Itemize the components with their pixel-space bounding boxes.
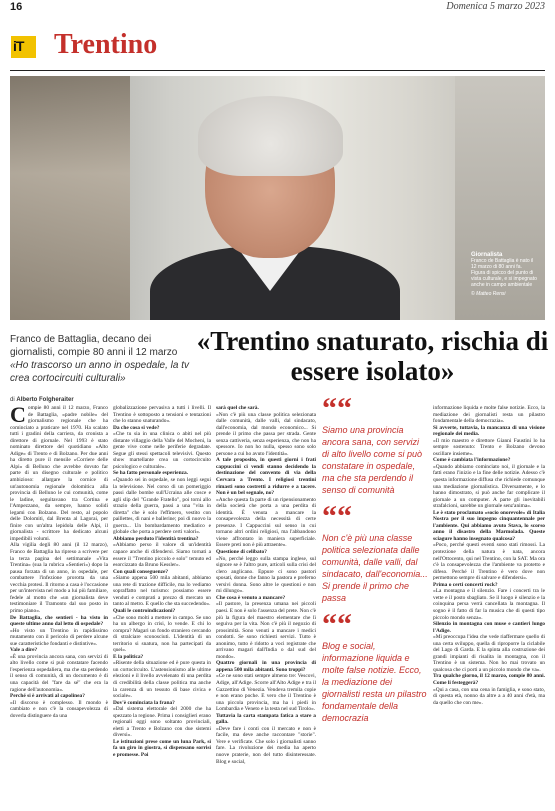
page-header [0, 0, 555, 14]
photo-bookshelf [10, 76, 130, 320]
paragraph-text: «Risente della situazione ed è pure questa in un cortocircuito. L'astensionismo alle ultime elezioni e il livello avvelenato di una perdita di credibilità della classe politica ma anche la carenza di un tessuto di base civica e sociale». [113, 660, 211, 700]
paragraph [216, 601, 316, 660]
drop-cap: C [10, 405, 26, 427]
paragraph-text: «Ce ne sono stati sempre almeno tre: Vescovi, Adige, all'Adige. Scorre all'Alto Adige e tra il Gazzettino di Venezia. Vendeva tremila copie e non erano poche. E vero che il Trentino è una piccola provincia, ma ha i piedi in Lombardia e Veneto e la testa nel sud Tirolo». [216, 673, 316, 713]
page-number: 16 [10, 1, 23, 13]
paragraph-text: ompie 80 anni il 12 marzo, Franco de Battaglia, «padre nobile» del giornalismo regionale che ha cominciato a praticare nel 1970. Ha scalato tutti i gradini della carriera, da cronista a direttore di giornale. Nel 1993 è stato nominato direttore del quotidiano «Alto Adige» di Trento e di Bolzano. Per due anni ha diretto pure il mensile «Corriere delle Alpi» di Belluno che avrebbe dovuto far parte di un disegno culturale e politico ambizioso: allargare la cornice di un'autonomia regionale dolomitica alla provincia di Belluno le cui comunità, come le ladine, seguitavano tra Cortina e l'Ampezzano, da sempre, hanno solidi legami con Bolzano. Del resto, al popolo delle Dolomiti, dal Brenta al Lagorai, per finire con un'altra lepidola delle Alpi, il giornalista - scrittore ha dedicato alcuni impedibili volumi. [10, 405, 108, 542]
paragraph [433, 510, 545, 543]
paragraph [433, 687, 545, 707]
interview-question: sarà quel che sarà. [216, 405, 259, 411]
interview-question: Questione di celibato? [216, 549, 267, 556]
interview-question: Le istituzioni prese come un luna Park, si fa un giro in giostra, si dispensano sorrisi e promesse. Poi [113, 738, 211, 758]
interview-question: Perché si è arrivati al capolinea? [10, 693, 85, 700]
interview-question: Se ha fatto personale esperienza. [113, 470, 189, 477]
paragraph [10, 405, 108, 542]
paragraph [10, 700, 108, 720]
interview-question: Le è stato proclamato «socio onorevole» di Italia Nostra per il suo impegno cinquantennale per l'ambiente. Qui abbiamo avuto Stava, lo scorso anno il disastro della Marmolada. Queste sciagure hanno insegnato qualcosa? [433, 509, 545, 542]
interview-question: De Battaglia, che sentieri - ha visto in queste ultime anno dal letto di ospedale? [10, 614, 108, 628]
paragraph [10, 628, 108, 648]
interview-question: Abbiamo perduto l'identità trentina? [113, 535, 199, 542]
paragraph-text: Alla vigilia degli 80 anni (il 12 marzo), Franco de Battaglia ha ripreso a scrivere per la terza pagina del settimanale «Vita Trentina» (sua la rubrica «Sentieri») dopo la pausa forzata di un anno, in ospedale, per combattere l'infezione prorotta da una vecchia protesi. Il ritorno a casa è l'occasione per un'intervista nel modo a lui più familiare, fedele al motto che «un giornalista deve testimoniare il Tramonto dal suo posto in primo piano». [10, 542, 108, 614]
paragraph [216, 673, 316, 712]
paragraph [10, 654, 108, 693]
article-subtitle [10, 333, 190, 385]
paragraph-text: «Qui a casa, con una cena in famiglia, e sono stato, di questa età, nonno da altre a a 40 anni d'età, ma da quello che con me». [433, 686, 545, 706]
paragraph-text: «Siamo appena 500 mila abitanti, abbiamo una rete di trazione difficile, ma lo vediamo sopraffatto nel turismo: possiamo essere venduti e comprati a prezzo di mercato un tanto al metro. E quello che sta succedendo». [113, 575, 211, 608]
pullquote-2: Non c'è più una classe politica selezionata dalle comunità, dalle valli, dal sindacato, dall'economia... Si prende il primo che passa [322, 533, 428, 603]
paragraph [433, 425, 545, 438]
paragraph-text: «Il discorso è complesso. Il mondo è cambiato e non c'è la consapevolezza di doverla distinguere da una [10, 699, 108, 719]
paragraph [113, 739, 211, 759]
paragraph-text: «La montagna e il silenzio. Fare i concerti tra le vette e il posto sbagliato. Se il luogo è silenzio e la coinquina persa verrà cancellata la montagna. Il sogno è il fatto di far la musica che di questi tipo piccolo mondo senza». [433, 588, 545, 621]
paragraph [433, 634, 545, 673]
paragraph [433, 438, 545, 458]
photo-caption [471, 252, 537, 297]
subtitle-quote: «Ho trascorso un anno in ospedale, la tv crea cortocircuiti culturali» [10, 360, 189, 384]
paragraph [433, 621, 545, 634]
paragraph [433, 673, 545, 686]
paragraph-text: «Poco, perché questi eventi sono stati rimossi. La protezione della natura è nata, ancora nell'Ottocento, qui nel Trentino, con la SAT. Ma ora c'è la consapevolezza che l'ambiente va protetto e difeso. Perché il Trentino è vero dove non permettono sempre di salvare e difendersi». [433, 542, 545, 582]
portrait-photo [10, 76, 545, 320]
paragraph-text: «Che sono molti a mettere in campo. Se uno ha un albergo in crisi, lo vende. E chi lo compra? Magari un fondo straniero cercando di stralciare sconosciuti. L'identità di un territorio si snatura, non ha partecipati da quel». [113, 614, 211, 654]
paragraph [216, 497, 316, 549]
paragraph [216, 726, 316, 765]
quote-mark-icon: ““ [322, 500, 352, 533]
paragraph-text: «No, perché leggo sulla stampa inglese, sul signore se è l'altro pure, articoli sulla crisi del clero anglicano. Eppure ci sono pastori sposati, donne che fanno la pastora e preferno versivi donna. Sono altre le questioni e non mi dilungo». [216, 555, 316, 595]
paragraph-text: «Mi preoccupa l'idea che vede riaffermare quello di una certa sviluppo, quella di riproporre la ciclabile del Lago di Garda. E la spinta alla costruzione dei grandi impianti di risalita in montagna, con il Trentino è un sistema. Non ho mai trovato un qualcosa che ci porti a un piccolo mondo che va». [433, 634, 545, 673]
pullquote-3: Blog e social, informazione liquida e molte false notizie. Ecco, la mediazione dei giornalisti resta un pilastro fondamentale della democrazia [322, 641, 427, 723]
paragraph [433, 464, 545, 510]
paragraph [113, 706, 211, 739]
paragraph [216, 412, 316, 458]
photo-caption-text: Franco de Battaglia è nato il 12 marzo di 80 anni fa. Figura di spicco del punto di vista culturale, e si impegnato anche in campo ambientale [471, 258, 537, 288]
paragraph [10, 542, 108, 614]
paragraph [113, 542, 211, 568]
quote-mark-icon: ““ [322, 608, 352, 641]
paragraph-text: «Il pastore, la presenza umana nei piccoli paesi. E non è solo l'assenza del prete. Non c'è più la figura del maestro elementare che lì seguiva per la vita. Non c'è più il negozio di prossimità. Sono venuti a mancare i medici condotti. Se sono richiesti servizi. Tutto è anonimo, tutto è ridotto a voci registrate che arrivano magari dall'India o dal sud del mondo». [216, 601, 316, 660]
paragraph-text: «Deve fare i conti con il mercato e non è facile, ma deve anche raccontare "storie". Vere e verificate. Che solo i giornalisti sanno fare. La rivoluzione dei media ha aperto nuove praterie, non del tutto disinteressate. Blog e social, [216, 725, 316, 765]
paragraph [433, 542, 545, 581]
photo-hair [198, 96, 343, 176]
interview-question: Tuttavia la carta stampata fatica a stare a galla. [216, 712, 316, 726]
paragraph-text: «Ho visto un Trentino in rapidissimo mutamento con il pericolo di perdere alcune sue caratteristiche fondanti e distintive». [10, 627, 108, 647]
interview-question: Prima o certi concerti rock? [433, 581, 498, 588]
paragraph-text: «Quando sei in ospedale, se non leggi segui la televisione. Nel corso di un pomeriggio passi dalle bombe sull'Ucraina alle cosce e agli slip del "Grande Fratello", poi torni allo strazio della guerra, passi a una "vita in diretta" che è solo l'effimero, vestito con paillettes, di nani e ballerine; poi di nuovo la guerra... Un bombardamento mediatico e globale che porta a perdere certi valori». [113, 477, 211, 536]
interview-question: A tale proposito, in questi giorni i frati cappuccini ci vendi stanno decidendo la destinazione del convento di via della Cervara a Trento. I religiosi trentini rimasti sono costretti a ridurre e a tacere. Non è un bel segnale, no? [216, 457, 316, 497]
paragraph-text: «Quando abbiamo cominciato noi, il giornale e la fatti erano l'inizio e la fine delle notizie. Adesso c'è questa informazione diffusa che richiede comunque una mediazione giornalistica. Diversamente, e lo hanno dimostrato, si può anche far complicare il giornale a un computer. A parte gli inevitabili strafalcioni, sarebbe un giornale senz'anima». [433, 463, 545, 510]
photo-credit: © Matteo Rensi [471, 291, 506, 297]
paragraph-text: globalizzazione pervasiva a tutti i livelli. Il Trentino è sottoposto a tensioni e tentazioni che lo stanno snaturando». [113, 405, 211, 425]
interview-question: Silenzio in montagna con muse e cantieri lungo l'Adige. [433, 621, 545, 634]
article-column-5 [433, 405, 545, 810]
interview-question: Tra qualche giorno, il 12 marzo, compie 80 anni. Come li festeggerà? [433, 673, 545, 686]
interview-question: E la politica? [113, 653, 144, 660]
paragraph [113, 615, 211, 654]
paragraph-text: «Che tu sia in una clinica o abiti nel più distante villaggio della Valle del Mocheni, la gente vive come nelle periferie degradate. Segue gli stessi spettacoli televisivi. Questo show martellante crea un cortocircuito psicologico e culturale». [113, 431, 211, 470]
byline-author: Alberto Folgheraiter [16, 397, 74, 403]
paragraph [10, 615, 108, 628]
paragraph-text: «Il mio maestro e direttore Gianni Faustini lo ha sempre sostenuto: Trento e Bolzano devono oscillare insieme». [433, 437, 545, 457]
paragraph [216, 457, 316, 496]
paragraph [113, 575, 211, 608]
paragraph-text: «Anche questa fa parte di un ripensionamento della società che porta a una perdita di identità. È venuta a mancare la consapevolezza della necessità di certe presenze. I Cappuccini sul senso in cui tornano altri ordini religiosi, ma l'abbandono viene affrontato in maniera superficiale. Essere preti non è più attraente». [216, 496, 316, 549]
article-column-2 [113, 405, 211, 810]
paragraph [113, 660, 211, 699]
interview-question: Vale a dire? [10, 647, 38, 654]
interview-question: Da che cosa si vede? [113, 424, 160, 431]
paragraph-text: «Dal sistema elettorale del 2000 che ha spezzato la regione. Prima i consiglieri erano regionali oggi sono soltanto provinciali, eletti a Trento e Bolzano con due sistemi diversi». [113, 706, 211, 739]
paragraph [433, 588, 545, 621]
interview-question: Dov'è cominciata la frana? [113, 699, 175, 706]
paragraph-text: «Non c'è più una classe politica selezionata dalle comunità, dalle valli, dal sindacato, dall'economia, dal mondo economico... Si prende il primo che passa per strada. Gente senza cattiveria, senza esperienza, che non ha spessore. Io non ho nulla, spesso sono solo persone a cui ho avuto l'identità». [216, 411, 316, 457]
paragraph [216, 713, 316, 726]
issue-date: Domenica 5 marzo 2023 [446, 1, 545, 12]
paragraph [433, 405, 545, 425]
paragraph-text: «È una provincia ancora sana, con servizi di alto livello come si può constatare facendo l'esperienza ospedaliera, ma che sta perdendo il senso di comunità, di un documento è di una capacità del "fare da sé" che era la ragione dell'autonomia». [10, 653, 108, 693]
pullquote-column [322, 392, 428, 808]
paragraph-text: informazione liquida e molte false notizie. Ecco, la mediazione dei giornalisti resta un pilastro fondamentale della democrazia». [433, 405, 545, 425]
interview-question: Quattro giornali in una provincia di appena 500 mila abitanti. Sono troppi? [216, 660, 316, 673]
article-column-1 [10, 405, 108, 810]
byline [10, 397, 74, 403]
logo-text: iT [13, 38, 24, 54]
newspaper-logo [11, 36, 36, 58]
section-title: Trentino [54, 29, 158, 60]
interview-question: Che cosa è venuto a mancare? [216, 594, 286, 601]
article-headline: «Trentino snaturato, rischia di essere isolato» [196, 326, 549, 386]
header-rule [10, 70, 545, 71]
subtitle-intro: Franco de Battaglia, decano dei giornalisti, compie 80 anni il 12 marzo [10, 334, 178, 358]
interview-question: Con quali conseguenze? [113, 568, 169, 575]
paragraph [113, 405, 211, 425]
paragraph [113, 477, 211, 536]
quote-mark-icon: ““ [322, 392, 352, 425]
paragraph [216, 556, 316, 595]
interview-question: Si avverte, tuttavia, la mancanza di una visione regionale dei media. [433, 424, 545, 438]
paragraph-text: «Abbiamo perso il valore di un'identità capace anche di difendersi. Siamo tornati a essere il "Trentino piccolo e solo" temuto ed esorcizzato da Bruno Kessler». [113, 542, 211, 569]
interview-question: Come è cambiata l'informazione? [433, 457, 511, 464]
paragraph [216, 660, 316, 673]
article-column-3 [216, 405, 316, 810]
interview-question: Quali le controindicazioni? [113, 607, 176, 614]
paragraph [113, 431, 211, 470]
photo-caption-title: Giornalista [471, 252, 503, 258]
byline-prefix: di [10, 397, 15, 403]
pullquote-1: Siamo una provincia ancora sana, con servizi di alto livello come si può constatare in ospedale, ma che sta perdendo il senso di comunità [322, 425, 423, 495]
